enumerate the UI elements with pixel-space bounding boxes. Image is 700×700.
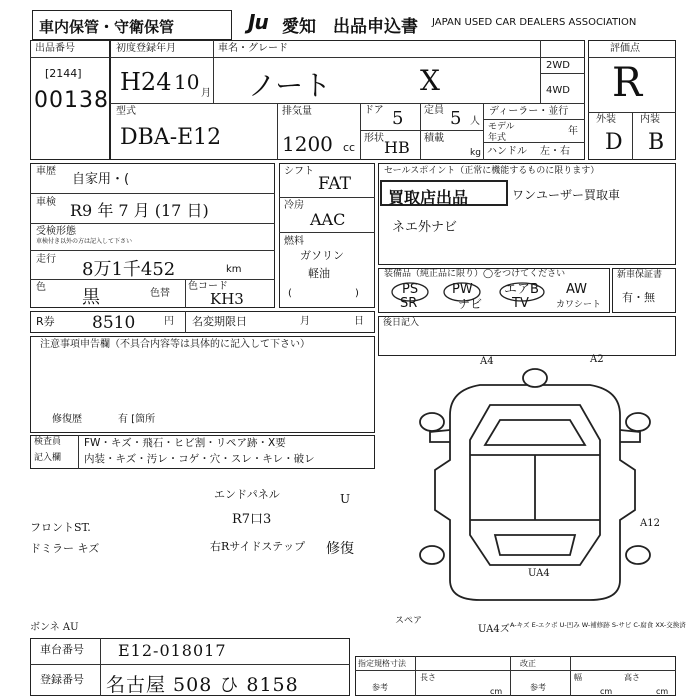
reg-date-month: 10 [174, 70, 200, 94]
handle-value: 左・右 [540, 146, 570, 157]
buyback-text: 買取店出品 [388, 188, 469, 207]
car-grade-value: X [420, 64, 440, 97]
recycle-label: R券 [36, 315, 55, 328]
drive-4wd: 4WD [546, 85, 570, 96]
interior-label: 内装 [640, 114, 660, 125]
recycle-value: 8510 [92, 313, 136, 333]
car-name-value: ノート [248, 69, 332, 102]
inspector-label: 検査員 [34, 437, 62, 447]
sales-note-2: ネエ外ナビ [392, 220, 458, 235]
color-change-label: 色替 [150, 288, 170, 299]
equip-navi: ナビ [458, 297, 483, 311]
diag-ua4-rear: UA4 [528, 568, 550, 579]
fuel-paren-open: ( [288, 288, 292, 299]
lot-small-number: [2144] [45, 67, 82, 80]
mileage-unit: km [226, 264, 242, 275]
ju-logo: Ju [248, 10, 268, 34]
equipment-label: 装備品（純正品に限り）◯をつけてください [384, 269, 566, 279]
hw-u-mark: U [340, 492, 351, 506]
chassis-value: E12-018017 [118, 641, 227, 660]
fuel-paren-close: ) [355, 288, 359, 299]
receive-sub: 車検付き以外の方は記入して下さい [36, 238, 133, 245]
reg-month-unit: 月 [201, 88, 211, 99]
equip-aw: AW [566, 282, 588, 297]
after-label: 後日記入 [383, 318, 420, 328]
repair-value: 有 [箇所 [118, 414, 156, 425]
plate-value: 名古屋 508 ひ 8158 [106, 674, 299, 696]
seat-value: 5 [450, 108, 462, 129]
height-label: 高さ [624, 673, 640, 682]
inspection-interior: 内装・キズ・汚レ・コゲ・穴・スレ・キレ・破レ [84, 453, 315, 465]
receive-label: 受検形態 [36, 226, 76, 237]
caution-label: 注意事項申告欄（不具合内容等は具体的に記入して下さい） [40, 339, 310, 350]
recycle-unit: 円 [164, 316, 174, 327]
entry-label: 記入欄 [34, 453, 62, 463]
model-year-label: モデル年式 [488, 122, 515, 143]
exterior-label: 外装 [596, 114, 616, 125]
lot-number: 00138 [34, 88, 109, 113]
association-name: JAPAN USED CAR DEALERS ASSOCIATION [432, 17, 637, 28]
diag-a12-right: A12 [640, 518, 660, 529]
equip-sr: SR [400, 296, 418, 311]
model-year-unit: 年 [568, 126, 578, 137]
load-label: 積載 [424, 133, 444, 144]
storage-tag-text: 車内保管・守衛保管 [39, 18, 175, 36]
kaisei-label: 改正 [520, 659, 536, 668]
hw-repair: 修復 [326, 541, 354, 557]
sales-point-box [378, 163, 676, 265]
mileage-label: 走行 [36, 254, 56, 265]
reg-date-value: H24 [120, 68, 172, 96]
color-label: 色 [36, 282, 46, 293]
plate-label: 登録番号 [40, 673, 84, 686]
repair-label: 修復歴 [52, 414, 82, 425]
hw-end-panel: エンドパネル [214, 488, 280, 501]
warranty-value: 有・無 [622, 291, 655, 304]
diag-ua4z-bottom: UA4ズ [478, 624, 510, 635]
length-label: 長さ [420, 673, 436, 682]
hw-side-step: 右Rサイドステップ [210, 540, 306, 553]
interior-grade: B [648, 130, 665, 155]
drive-2wd: 2WD [546, 60, 570, 71]
inspect-label: 車検 [36, 197, 56, 208]
handle-label: ハンドル [487, 146, 527, 157]
sales-point-label: セールスポイント（正常に機能するものに限ります） [384, 166, 600, 176]
seat-label: 定員 [424, 105, 444, 116]
storage-tag [32, 10, 232, 40]
form-title: 出品申込書 [333, 17, 418, 37]
reg-date-label: 初度登録年月 [116, 43, 176, 54]
exterior-grade: D [605, 130, 623, 155]
shape-label: 形状 [364, 133, 384, 144]
fuel-label: 燃料 [284, 236, 304, 247]
equipment-circles [380, 278, 610, 312]
inspect-value: R9 年 7 月 (17 日) [70, 201, 209, 220]
displacement-unit: cc [343, 141, 356, 154]
color-code-value: KH3 [210, 290, 244, 308]
equip-tv: TV [512, 296, 529, 311]
kaisei-ref: 参考 [530, 683, 546, 692]
hw-bonnet: ボンネ AU [30, 622, 79, 633]
mileage-value: 8万1千452 [82, 259, 176, 280]
width-label: 幅 [574, 673, 582, 682]
shift-value: FAT [318, 174, 352, 194]
history-value: 自家用・( [72, 172, 130, 187]
seat-unit: 人 [470, 116, 480, 127]
model-label: 型式 [116, 106, 136, 117]
inspection-exterior: FW・キズ・飛石・ヒビ割・リペア跡・X要 [84, 437, 286, 449]
height-unit: cm [656, 687, 669, 696]
due-label: 名変期限日 [192, 315, 247, 328]
door-value: 5 [392, 108, 404, 129]
due-day: 日 [354, 316, 364, 327]
hw-mirror: ドミラー キズ [30, 542, 100, 555]
size-label: 指定規格寸法 [358, 659, 406, 668]
length-unit: cm [490, 687, 503, 696]
cooling-value: AAC [310, 210, 346, 229]
damage-codes: A-キズ E-エクボ U-凹み W-補修跡 S-サビ C-腐食 XX-交換済 [510, 621, 686, 629]
aichi-label: 愛知 [282, 17, 316, 37]
sales-note-1: ワンユーザー買取車 [512, 188, 621, 202]
diag-a2-top: A2 [590, 354, 604, 365]
displacement-label: 排気量 [282, 106, 312, 117]
size-ref: 参考 [372, 683, 388, 692]
car-name-label: 車名・グレード [218, 43, 288, 54]
shift-label: シフト [284, 166, 314, 177]
spare-label: スペア [395, 616, 423, 626]
width-unit: cm [600, 687, 613, 696]
shape-value: HB [384, 138, 410, 157]
hw-r-code: R7口3 [232, 512, 272, 527]
score-value: R [612, 60, 643, 106]
color-value: 黒 [82, 287, 100, 308]
due-month: 月 [300, 316, 310, 327]
equip-pw: PW [452, 282, 473, 297]
fuel-gasoline: ガソリン [300, 249, 344, 262]
equip-ps: PS [402, 282, 419, 297]
equip-leather-seat: カワシート [556, 300, 602, 310]
buyback-stamp [380, 180, 508, 206]
displacement-value: 1200 [282, 132, 333, 156]
equip-airbag: エアB [504, 282, 539, 297]
history-label: 車歴 [36, 166, 56, 177]
lot-label: 出品番号 [35, 43, 75, 54]
score-label: 評価点 [610, 43, 640, 54]
chassis-label: 車台番号 [40, 643, 84, 656]
warranty-label: 新車保証書 [617, 270, 663, 280]
color-code-label: 色コード [188, 281, 228, 292]
load-unit: kg [470, 148, 481, 158]
hw-front-st: フロントST. [30, 521, 91, 534]
cooling-label: 冷房 [284, 200, 304, 211]
diag-a4-top: A4 [480, 356, 494, 367]
door-label: ドア [364, 105, 384, 116]
model-value: DBA-E12 [120, 125, 222, 150]
after-box [378, 316, 676, 356]
fuel-diesel: 軽油 [308, 267, 330, 280]
dealer-label: ディーラー・並行 [489, 106, 569, 117]
